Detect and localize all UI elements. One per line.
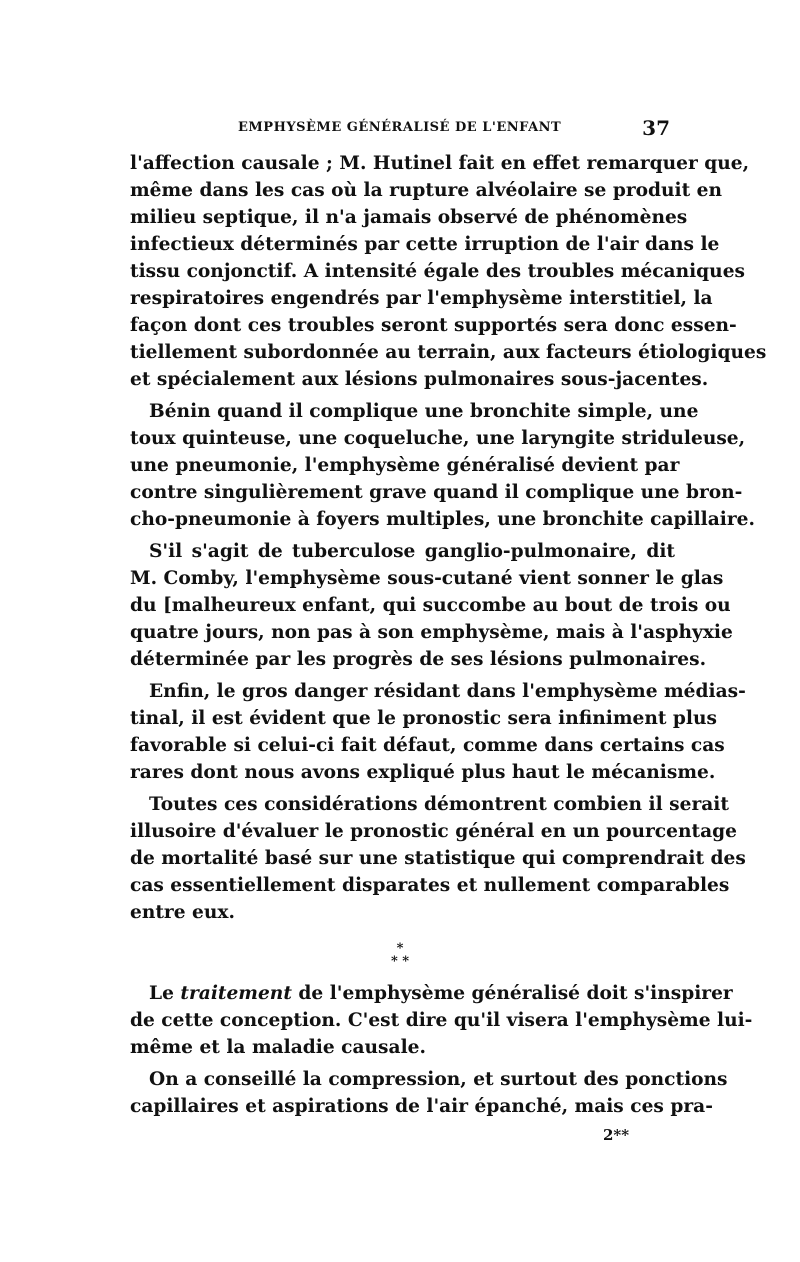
text-line: infectieux déterminés par cette irruption de l'air dans le — [130, 234, 720, 255]
text-line: toux quinteuse, une coqueluche, une laryngite striduleuse, — [130, 428, 746, 449]
text-line: cas essentiellement disparates et nullement comparables — [130, 875, 730, 896]
text-line: illusoire d'évaluer le pronostic général en un pourcentage — [130, 821, 737, 842]
text-line: de cette conception. C'est dire qu'il visera l'emphysème lui- — [130, 1010, 753, 1031]
page-header — [130, 116, 670, 144]
text-fragment: de l'emphysème généralisé doit s'inspirer — [291, 983, 733, 1004]
paragraph-4 — [130, 678, 746, 786]
text-line: même dans les cas où la rupture alvéolaire se produit en — [130, 180, 723, 201]
lower-body-text — [130, 980, 753, 1120]
text-line: entre eux. — [130, 902, 235, 923]
running-head: EMPHYSÈME GÉNÉRALISÉ DE L'ENFANT — [238, 120, 562, 135]
text-line: capillaires et aspirations de l'air épanché, mais ces pra- — [130, 1096, 713, 1117]
signature-mark: 2** — [603, 1126, 630, 1144]
paragraph-5 — [130, 791, 746, 926]
paragraph-1 — [130, 150, 767, 393]
text-line: quatre jours, non pas à son emphysème, mais à l'asphyxie — [130, 622, 733, 643]
text-line: Bénin quand il complique une bronchite simple, une — [149, 401, 699, 422]
text-line: l'affection causale ; M. Hutinel fait en effet remarquer que, — [130, 153, 750, 174]
asterism-bottom: * * — [390, 954, 410, 969]
text-line: S'il s'agit de tuberculose ganglio-pulmonaire, dit — [149, 541, 675, 562]
text-line: cho-pneumonie à foyers multiples, une bronchite capillaire. — [130, 509, 755, 530]
paragraph-7 — [130, 1066, 728, 1120]
text-line: Enfin, le gros danger résidant dans l'emphysème médias- — [149, 681, 746, 702]
text-line: tissu conjonctif. A intensité égale des troubles mécaniques — [130, 261, 746, 282]
text-line: On a conseillé la compression, et surtout des ponctions — [149, 1069, 728, 1090]
asterism-top: * — [396, 941, 404, 956]
text-line: contre singulièrement grave quand il complique une bron- — [130, 482, 743, 503]
text-fragment: Le — [149, 983, 181, 1004]
text-line: tiellement subordonnée au terrain, aux facteurs étiologiques — [130, 342, 767, 363]
text-line: respiratoires engendrés par l'emphysème interstitiel, la — [130, 288, 713, 309]
text-line: milieu septique, il n'a jamais observé de phénomènes — [130, 207, 688, 228]
paragraph-2 — [130, 398, 755, 533]
text-line: de mortalité basé sur une statistique qui comprendrait des — [130, 848, 746, 869]
text-line: une pneumonie, l'emphysème généralisé devient par — [130, 455, 680, 476]
text-line: déterminée par les progrès de ses lésions pulmonaires. — [130, 649, 707, 670]
text-line: et spécialement aux lésions pulmonaires sous-jacentes. — [130, 369, 709, 390]
text-line: du [malheureux enfant, qui succombe au bout de trois ou — [130, 595, 731, 616]
text-line: tinal, il est évident que le pronostic sera infiniment plus — [130, 708, 717, 729]
text-line: favorable si celui-ci fait défaut, comme dans certains cas — [130, 735, 725, 756]
text-line: Toutes ces considérations démontrent combien il serait — [149, 794, 729, 815]
text-line: M. Comby, l'emphysème sous-cutané vient sonner le glas — [130, 568, 724, 589]
paragraph-6 — [130, 980, 753, 1061]
asterism-section-break — [380, 942, 420, 978]
page-number: 37 — [642, 116, 670, 140]
body-text — [130, 150, 767, 926]
italic-term: traitement — [180, 983, 292, 1004]
text-line: même et la maladie causale. — [130, 1037, 426, 1058]
text-line — [130, 980, 733, 1007]
text-line: façon dont ces troubles seront supportés sera donc essen- — [130, 315, 737, 336]
paragraph-3 — [130, 538, 733, 673]
text-line: rares dont nous avons expliqué plus haut le mécanisme. — [130, 762, 716, 783]
